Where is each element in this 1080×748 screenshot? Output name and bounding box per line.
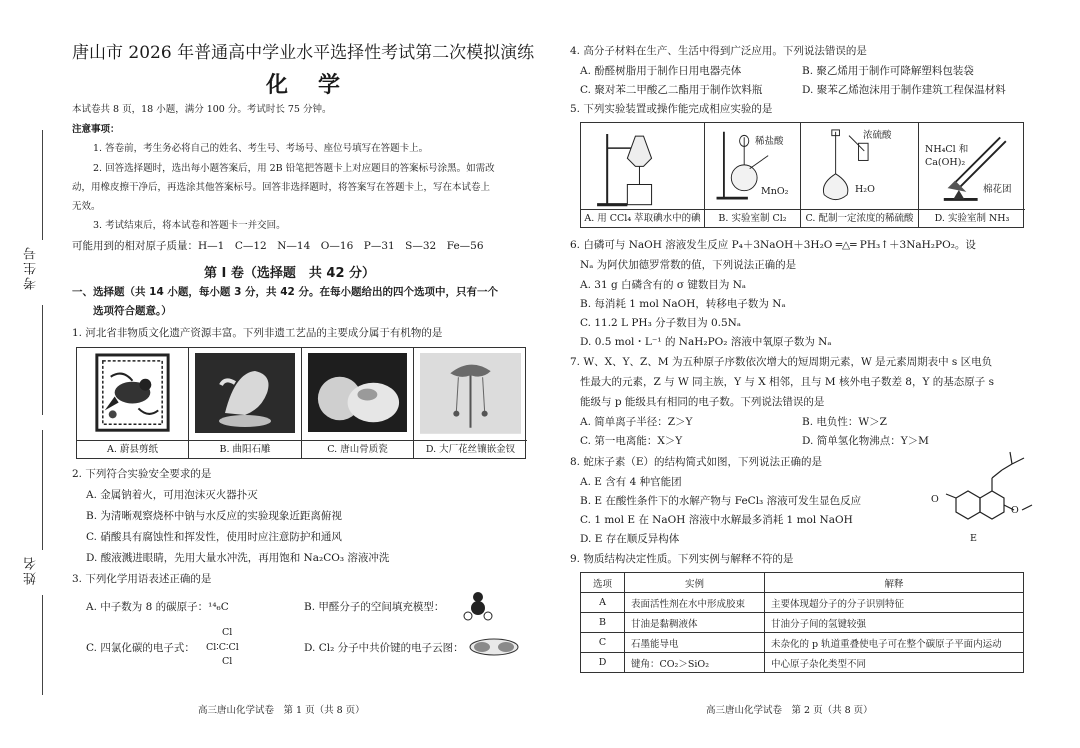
- q6-option-d: D. 0.5 mol・L⁻¹ 的 NaH₂PO₂ 溶液中氧原子数为 Nₐ: [580, 336, 832, 348]
- cell-example: 石墨能导电: [625, 633, 765, 653]
- q1-option-d: [414, 348, 527, 458]
- q1-option-b: [189, 348, 302, 458]
- page-footer: 高三唐山化学试卷 第 2 页（共 8 页）: [706, 705, 873, 716]
- stone-carving-image: [195, 353, 295, 433]
- note-2: 2. 回答选择题时，选出每小题答案后，用 2B 铅笔把答题卡上对应题目的答案标号涂黑。如需改: [93, 163, 495, 174]
- note-1: 1. 答卷前，考生务必将自己的姓名、考生号、考场号、座位号填写在答题卡上。: [93, 143, 429, 154]
- q8-option-c: C. 1 mol E 在 NaOH 溶液中水解最多消耗 1 mol NaOH: [580, 514, 853, 526]
- cl2-electron-cloud: [468, 638, 520, 656]
- q7-option-b: B. 电负性：W＞Z: [802, 416, 887, 428]
- q1-option-c: [302, 348, 414, 458]
- q2-option-b: B. 为清晰观察烧杯中钠与水反应的实验现象近距离俯视: [86, 510, 342, 522]
- column-header: 解释: [765, 573, 1024, 593]
- page-footer: 高三唐山化学试卷 第 1 页（共 8 页）: [198, 705, 365, 716]
- paper-cut-image: [83, 353, 182, 432]
- cell-example: 甘油是黏稠液体: [625, 613, 765, 633]
- table-row: [581, 633, 1024, 653]
- q8-option-b: B. E 在酸性条件下的水解产物与 FeCl₃ 溶液可发生显色反应: [580, 495, 862, 507]
- label-dilute-hcl: 稀盐酸: [755, 136, 784, 147]
- q2-option-c: C. 硝酸具有腐蚀性和挥发性，使用时应注意防护和通风: [86, 531, 342, 543]
- label-caoh2: Ca(OH)₂: [925, 157, 966, 168]
- question-8: 8. 蛇床子素（E）的结构简式如图，下列说法正确的是: [570, 456, 823, 468]
- q3-option-c: C. 四氯化碳的电子式：: [86, 642, 195, 654]
- q4-option-a: A. 酚醛树脂用于制作日用电器壳体: [580, 65, 742, 77]
- subject-title: 化 学: [266, 73, 345, 98]
- q2-option-a: A. 金属钠着火，可用泡沫灭火器扑灭: [86, 489, 258, 501]
- cell-explanation: 主要体现超分子的分子识别特征: [765, 593, 1024, 613]
- question-3: 3. 下列化学用语表述正确的是: [72, 573, 212, 585]
- question-1: 1. 河北省非物质文化遗产资源丰富。下列非遗工艺品的主要成分属于有机物的是: [72, 327, 443, 339]
- q3-option-b: B. 甲醛分子的空间填充模型：: [304, 601, 445, 613]
- ccl4-bottom: Cl: [222, 656, 233, 667]
- part-intro-cont: 选项符合题意。）: [93, 305, 172, 317]
- q5-option-a: [581, 123, 705, 227]
- note-3: 3. 考试结束后，将本试卷和答题卡一并交回。: [93, 220, 286, 231]
- carbonyl-o: O: [931, 494, 939, 505]
- binding-line: [42, 595, 43, 695]
- side-label-student-id: 考生号: [24, 245, 39, 290]
- methoxy-o: O: [1011, 505, 1019, 516]
- q5-option-b: [705, 123, 801, 227]
- table-row: [581, 593, 1024, 613]
- binding-line: [42, 130, 43, 240]
- q6-option-b: B. 每消耗 1 mol NaOH，转移电子数为 Nₐ: [580, 298, 786, 310]
- question-6-cont: Nₐ 为阿伏加德罗常数的值，下列说法正确的是: [580, 259, 797, 271]
- q3-option-a: A. 中子数为 8 的碳原子：¹⁴₆C: [86, 601, 229, 613]
- cell-explanation: 未杂化的 p 轨道重叠使电子可在整个碳原子平面内运动: [765, 633, 1024, 653]
- q9-table: [580, 572, 1024, 673]
- q6-option-c: C. 11.2 L PH₃ 分子数目为 0.5Nₐ: [580, 317, 741, 329]
- q1-option-d-label: D. 大厂花丝镶嵌金钗: [414, 440, 527, 458]
- notes-title: 注意事项：: [72, 124, 120, 135]
- q7-option-a: A. 简单离子半径：Z＞Y: [580, 416, 693, 428]
- q1-option-b-label: B. 曲阳石雕: [189, 440, 301, 458]
- cell-option: A: [581, 593, 625, 613]
- q5-option-c: [801, 123, 919, 227]
- cell-example: 表面活性剂在水中形成胶束: [625, 593, 765, 613]
- q1-option-c-label: C. 唐山骨质瓷: [302, 440, 413, 458]
- q5-option-d: [919, 123, 1025, 227]
- note-2-end: 无效。: [72, 201, 101, 212]
- label-mno2: MnO₂: [761, 186, 789, 197]
- atomic-masses: 可能用到的相对原子质量：H—1 C—12 N—14 O—16 P—31 S—32 Fe—56: [72, 240, 484, 252]
- q4-option-d: D. 聚苯乙烯泡沫用于制作建筑工程保温材料: [802, 84, 1006, 96]
- exam-intro: 本试卷共 8 页，18 小题，满分 100 分。考试时长 75 分钟。: [72, 104, 332, 115]
- osthole-structure: [936, 450, 1036, 536]
- binding-line: [42, 430, 43, 550]
- q6-option-a: A. 31 g 白磷含有的 σ 键数目为 Nₐ: [580, 279, 746, 291]
- q8-option-a: A. E 含有 4 种官能团: [580, 476, 682, 488]
- filigree-hairpin-image: [420, 353, 521, 434]
- formaldehyde-model: [462, 592, 494, 622]
- q5-apparatus-table: [580, 122, 1024, 228]
- cell-option: B: [581, 613, 625, 633]
- question-5: 5. 下列实验装置或操作能完成相应实验的是: [570, 103, 773, 115]
- question-2: 2. 下列符合实验安全要求的是: [72, 468, 212, 480]
- q4-option-c: C. 聚对苯二甲酸乙二酯用于制作饮料瓶: [580, 84, 763, 96]
- note-2-cont: 动，用橡皮擦干净后，再选涂其他答案标号。回答非选择题时，将答案写在答题卡上，写在本试卷上: [72, 182, 491, 193]
- question-7-end: 能级与 p 能级具有相同的电子数。下列说法错误的是: [580, 396, 825, 408]
- q1-option-a: [77, 348, 189, 458]
- part-intro: 一、选择题（共 14 小题，每小题 3 分，共 42 分。在每小题给出的四个选项中，只有一个: [72, 286, 498, 298]
- table-header-row: [581, 573, 1024, 593]
- q8-option-d: D. E 存在顺反异构体: [580, 533, 680, 545]
- cell-example: 键角：CO₂＞SiO₂: [625, 653, 765, 673]
- binding-line: [42, 305, 43, 415]
- q7-option-c: C. 第一电离能：X＞Y: [580, 435, 683, 447]
- label-h2o: H₂O: [855, 184, 875, 195]
- structure-label: E: [970, 533, 977, 544]
- question-9: 9. 物质结构决定性质。下列实例与解释不符的是: [570, 553, 794, 565]
- label-conc-h2so4: 浓硫酸: [863, 130, 892, 141]
- cell-option: C: [581, 633, 625, 653]
- exam-title: 唐山市 2026 年普通高中学业水平选择性考试第二次模拟演练: [72, 43, 535, 63]
- side-label-name: 姓名: [24, 555, 39, 585]
- table-row: [581, 653, 1024, 673]
- q7-option-d: D. 简单氢化物沸点：Y＞M: [802, 435, 929, 447]
- column-header: 实例: [625, 573, 765, 593]
- section-title: 第 Ⅰ 卷（选择题 共 42 分）: [204, 266, 376, 281]
- ccl4-top: Cl: [222, 627, 233, 638]
- label-cotton: 棉花团: [983, 184, 1012, 195]
- cell-explanation: 中心原子杂化类型不同: [765, 653, 1024, 673]
- q1-option-a-label: A. 蔚县剪纸: [77, 440, 188, 458]
- q4-option-b: B. 聚乙烯用于制作可降解塑料包装袋: [802, 65, 974, 77]
- exam-page-2: [548, 0, 1080, 748]
- q2-option-d: D. 酸液溅进眼睛，先用大量水冲洗，再用饱和 Na₂CO₃ 溶液冲洗: [86, 552, 390, 564]
- question-7-cont: 性最大的元素，Z 与 W 同主族，Y 与 X 相邻，且与 M 核外电子数差 8，Y 的基态原子 s: [580, 376, 994, 388]
- table-row: [581, 613, 1024, 633]
- q5-option-c-label: C. 配制一定浓度的稀硫酸: [801, 209, 918, 227]
- q1-image-table: [76, 347, 526, 459]
- cell-option: D: [581, 653, 625, 673]
- column-header: 选项: [581, 573, 625, 593]
- question-6: 6. 白磷可与 NaOH 溶液发生反应 P₄＋3NaOH＋3H₂O ═△═ PH₃↑＋3NaH₂PO₂。设: [570, 239, 976, 251]
- label-nh4cl: NH₄Cl 和: [925, 144, 969, 155]
- bone-china-image: [308, 353, 407, 432]
- question-7: 7. W、X、Y、Z、M 为五种原子序数依次增大的短周期元素，W 是元素周期表中 s 区电负: [570, 356, 993, 368]
- q5-option-d-label: D. 实验室制 NH₃: [919, 209, 1025, 227]
- separatory-funnel-apparatus: [587, 128, 698, 209]
- cell-explanation: 甘油分子间的氢键较强: [765, 613, 1024, 633]
- q5-option-a-label: A. 用 CCl₄ 萃取碘水中的碘: [581, 209, 704, 227]
- ccl4-center: Cl∶C∶Cl: [206, 642, 239, 653]
- question-4: 4. 高分子材料在生产、生活中得到广泛应用。下列说法错误的是: [570, 45, 867, 57]
- q3-option-d: D. Cl₂ 分子中共价键的电子云图：: [304, 642, 464, 654]
- q5-option-b-label: B. 实验室制 Cl₂: [705, 209, 800, 227]
